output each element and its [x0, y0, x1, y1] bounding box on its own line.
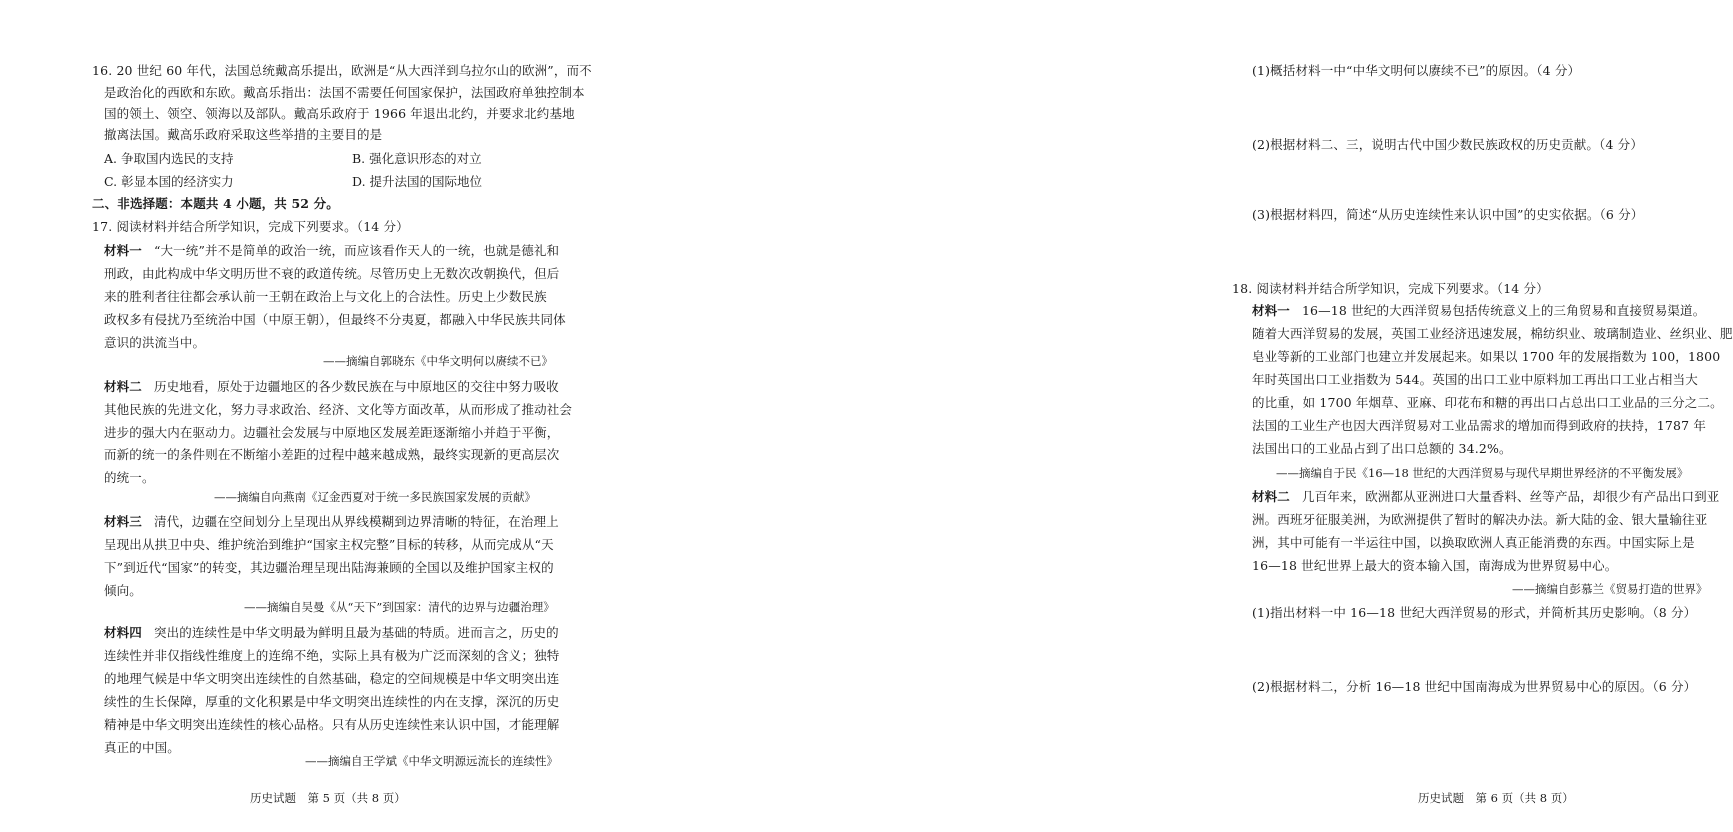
q18-material-2-text-1: 几百年来，欧洲都从亚洲进口大量香料、丝等产品，却很少有产品出口到亚 [1301, 489, 1720, 504]
q16-line-4: 撤离法国。戴高乐政府采取这些举措的主要目的是 [104, 127, 383, 142]
q16-option-a[interactable]: A. 争取国内选民的支持 [104, 151, 234, 166]
q17-material-2-line-4: 而新的统一的条件则在不断缩小差距的过程中越来越成熟，最终实现新的更高层次 [104, 447, 560, 462]
q18-material-1-line-1 [1252, 302, 1705, 320]
q17-material-4-text-1: 突出的连续性是中华文明最为鲜明且最为基础的特质。进而言之，历史的 [153, 625, 559, 640]
q17-material-4-label: 材料四 [104, 625, 142, 640]
q16-line-2: 是政治化的西欧和东欧。戴高乐指出：法国不需要任何国家保护，法国政府单独控制本 [104, 85, 585, 100]
q16-line-3: 国的领土、领空、领海以及部队。戴高乐政府于 1966 年退出北约，并要求北约基地 [104, 106, 575, 121]
q18-material-1-line-4: 年时英国出口工业指数为 544。英国的出口工业中原料加工再出口工业占相当大 [1252, 372, 1698, 387]
q18-material-1-line-7: 法国出口的工业品占到了出口总额的 34.2%。 [1252, 441, 1512, 456]
q18-material-1-line-5: 的比重，如 1700 年烟草、亚麻、印花布和糖的再出口占总出口工业品的三分之二。 [1252, 395, 1723, 410]
q18-material-1-text-1: 16—18 世纪的大西洋贸易包括传统意义上的三角贸易和直接贸易渠道。 [1301, 303, 1706, 318]
q16-option-d[interactable]: D. 提升法国的国际地位 [352, 174, 483, 189]
q18-material-1-line-6: 法国的工业生产也因大西洋贸易对工业品需求的增加而得到政府的扶持，1787 年 [1252, 418, 1706, 433]
q16-option-b[interactable]: B. 强化意识形态的对立 [352, 151, 482, 166]
q17-material-1-source: ——摘编自郭晓东《中华文明何以赓续不已》 [323, 354, 553, 368]
q16-option-c[interactable]: C. 彰显本国的经济实力 [104, 174, 234, 189]
q18-material-1-line-2: 随着大西洋贸易的发展，英国工业经济迅速发展，棉纺织业、玻璃制造业、丝织业、肥 [1252, 326, 1733, 341]
section-2-heading: 二、非选择题：本题共 4 小题，共 52 分。 [92, 196, 339, 211]
q16-line-1: 16. 20 世纪 60 年代，法国总统戴高乐提出，欧洲是“从大西洋到乌拉尔山的欧洲”，而不 [92, 63, 592, 78]
q17-material-3-label: 材料三 [104, 514, 142, 529]
q17-material-1-line-2: 刑政，由此构成中华文明历世不衰的政道传统。尽管历史上无数次改朝换代，但后 [104, 266, 560, 281]
q17-part-2: (2)根据材料二、三，说明古代中国少数民族政权的历史贡献。（4 分） [1252, 137, 1643, 152]
q17-part-3: (3)根据材料四，简述“从历史连续性来认识中国”的史实依据。（6 分） [1252, 207, 1644, 222]
q17-material-3-source: ——摘编自吴曼《从“天下”到国家：清代的边界与边疆治理》 [244, 600, 555, 614]
right-page-footer: 历史试题 第 6 页（共 8 页） [1418, 791, 1574, 805]
q17-material-3-line-3: 下”到近代“国家”的转变，其边疆治理呈现出陆海兼顾的全国以及维护国家主权的 [104, 560, 554, 575]
q17-material-1-line-1 [104, 242, 559, 260]
left-page [0, 0, 600, 832]
q17-material-1-label: 材料一 [104, 243, 142, 258]
q17-part-1: (1)概括材料一中“中华文明何以赓续不已”的原因。（4 分） [1252, 63, 1581, 78]
left-page-footer: 历史试题 第 5 页（共 8 页） [250, 791, 406, 805]
q17-material-1-line-4: 政权多有侵扰乃至统治中国（中原王朝），但最终不分夷夏，都融入中华民族共同体 [104, 312, 566, 327]
q18-intro: 18. 阅读材料并结合所学知识，完成下列要求。（14 分） [1232, 281, 1549, 296]
q17-material-4-line-3: 的地理气候是中华文明突出连续性的自然基础，稳定的空间规模是中华文明突出连 [104, 671, 560, 686]
q18-material-2-line-2: 洲。西班牙征服美洲，为欧洲提供了暂时的解决办法。新大陆的金、银大量输往亚 [1252, 512, 1708, 527]
q17-material-1-line-3: 来的胜利者往往都会承认前一王朝在政治上与文化上的合法性。历史上少数民族 [104, 289, 547, 304]
q17-material-2-label: 材料二 [104, 379, 142, 394]
q17-material-2-line-3: 进步的强大内在驱动力。边疆社会发展与中原地区发展差距逐渐缩小并趋于平衡， [104, 425, 560, 440]
q17-material-2-line-2: 其他民族的先进文化，努力寻求政治、经济、文化等方面改革，从而形成了推动社会 [104, 402, 573, 417]
q17-material-4-line-1 [104, 624, 559, 642]
q17-material-4-line-2: 连续性并非仅指线性维度上的连绵不绝，实际上具有极为广泛而深刻的含义；独特 [104, 648, 560, 663]
q17-material-2-line-5: 的统一。 [104, 470, 155, 485]
q18-material-2-line-3: 洲，其中可能有一半运往中国，以换取欧洲人真正能消费的东西。中国实际上是 [1252, 535, 1695, 550]
q17-material-4-line-4: 续性的生长保障，厚重的文化积累是中华文明突出连续性的内在支撑，深沉的历史 [104, 694, 560, 709]
q17-material-2-source: ——摘编自向燕南《辽金西夏对于统一多民族国家发展的贡献》 [214, 490, 536, 504]
q17-material-3-line-1 [104, 513, 559, 531]
q17-material-4-line-6: 真正的中国。 [104, 740, 180, 755]
q18-material-2-source: ——摘编自彭慕兰《贸易打造的世界》 [1512, 582, 1708, 596]
q17-material-1-line-5: 意识的洪流当中。 [104, 335, 206, 350]
q17-material-3-line-2: 呈现出从拱卫中央、维护统治到维护“国家主权完整”目标的转移，从而完成从“天 [104, 537, 554, 552]
q18-material-2-line-4: 16—18 世纪世界上最大的资本输入国，南海成为世界贸易中心。 [1252, 558, 1618, 573]
q18-material-1-source: ——摘编自于民《16—18 世纪的大西洋贸易与现代早期世界经济的不平衡发展》 [1276, 466, 1689, 480]
q18-material-2-label: 材料二 [1252, 489, 1290, 504]
q18-part-1: (1)指出材料一中 16—18 世纪大西洋贸易的形式，并简析其历史影响。（8 分） [1252, 605, 1697, 620]
q17-material-1-text-1: “大一统”并不是简单的政治一统，而应该看作天人的一统，也就是德礼和 [153, 243, 560, 258]
q17-material-2-text-1: 历史地看，原处于边疆地区的各少数民族在与中原地区的交往中努力吸收 [153, 379, 559, 394]
q17-material-4-source: ——摘编自王学斌《中华文明源远流长的连续性》 [305, 754, 558, 768]
right-page [600, 0, 1733, 832]
q17-material-2-line-1 [104, 378, 559, 396]
q18-material-1-label: 材料一 [1252, 303, 1290, 318]
q17-material-4-line-5: 精神是中华文明突出连续性的核心品格。只有从历史连续性来认识中国，才能理解 [104, 717, 560, 732]
q17-intro: 17. 阅读材料并结合所学知识，完成下列要求。（14 分） [92, 219, 409, 234]
q18-material-2-line-1 [1252, 488, 1719, 506]
q18-material-1-line-3: 皂业等新的工业部门也建立并发展起来。如果以 1700 年的发展指数为 100，1800 [1252, 349, 1721, 364]
q17-material-3-line-4: 倾向。 [104, 583, 142, 598]
q18-part-2: (2)根据材料二，分析 16—18 世纪中国南海成为世界贸易中心的原因。（6 分） [1252, 679, 1697, 694]
q17-material-3-text-1: 清代，边疆在空间划分上呈现出从界线模糊到边界清晰的特征，在治理上 [153, 514, 559, 529]
